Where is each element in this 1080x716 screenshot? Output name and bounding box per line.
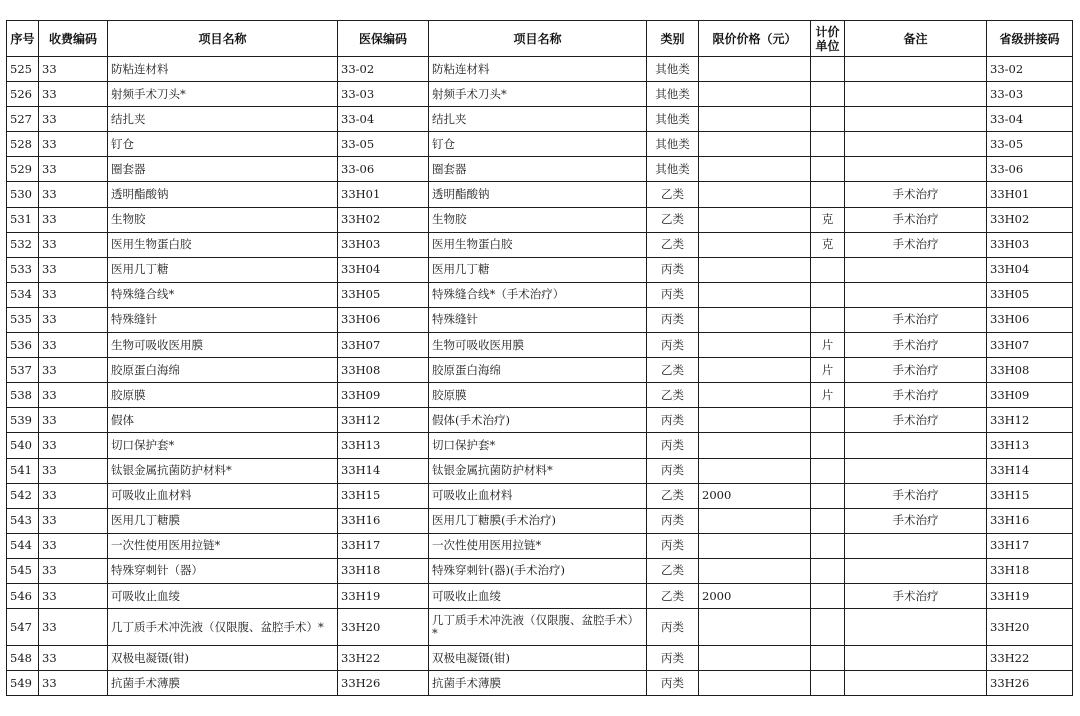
cell-seq: 528	[7, 132, 39, 157]
table-row	[7, 508, 1073, 533]
cell-unit	[811, 558, 845, 583]
cell-unit: 片	[811, 383, 845, 408]
cell-price-limit	[699, 333, 811, 358]
table-row	[7, 107, 1073, 132]
cell-price-limit: 2000	[699, 483, 811, 508]
table-row	[7, 207, 1073, 232]
cell-unit	[811, 583, 845, 608]
cell-price-limit	[699, 257, 811, 282]
cell-price-limit	[699, 408, 811, 433]
cell-insurance-code: 33-06	[338, 157, 429, 182]
cell-unit	[811, 671, 845, 696]
cell-fee-code: 33	[39, 157, 108, 182]
cell-category: 乙类	[647, 182, 699, 207]
cell-price-limit	[699, 508, 811, 533]
cell-item-name: 圈套器	[108, 157, 338, 182]
cell-price-limit	[699, 307, 811, 332]
cell-item-name: 生物胶	[108, 207, 338, 232]
cell-category: 丙类	[647, 433, 699, 458]
cell-remark	[845, 57, 987, 82]
cell-price-limit	[699, 82, 811, 107]
cell-insurance-code: 33H17	[338, 533, 429, 558]
cell-price-limit	[699, 671, 811, 696]
cell-provincial-code: 33H17	[987, 533, 1073, 558]
header-item-name: 项目名称	[108, 21, 338, 57]
cell-insurance-item-name: 结扎夹	[429, 107, 647, 132]
cell-price-limit	[699, 132, 811, 157]
cell-insurance-item-name: 双极电凝镊(钳)	[429, 646, 647, 671]
table-row	[7, 157, 1073, 182]
cell-price-limit	[699, 646, 811, 671]
cell-provincial-code: 33-05	[987, 132, 1073, 157]
cell-remark	[845, 282, 987, 307]
cell-price-limit	[699, 282, 811, 307]
cell-seq: 544	[7, 533, 39, 558]
cell-unit: 克	[811, 207, 845, 232]
cell-fee-code: 33	[39, 132, 108, 157]
cell-remark: 手术治疗	[845, 583, 987, 608]
cell-item-name: 透明酯酸钠	[108, 182, 338, 207]
cell-category: 其他类	[647, 82, 699, 107]
cell-item-name: 防粘连材料	[108, 57, 338, 82]
table-row	[7, 671, 1073, 696]
table-row	[7, 533, 1073, 558]
cell-unit	[811, 182, 845, 207]
cell-insurance-item-name: 特殊穿刺针(器)(手术治疗)	[429, 558, 647, 583]
cell-price-limit	[699, 57, 811, 82]
cell-remark	[845, 458, 987, 483]
cell-insurance-code: 33-05	[338, 132, 429, 157]
cell-price-limit	[699, 383, 811, 408]
cell-seq: 538	[7, 383, 39, 408]
table-row	[7, 646, 1073, 671]
header-insurance-item-name: 项目名称	[429, 21, 647, 57]
cell-unit	[811, 508, 845, 533]
cell-insurance-item-name: 可吸收止血绫	[429, 583, 647, 608]
cell-item-name: 几丁质手术冲洗液（仅限腹、盆腔手术）*	[108, 609, 338, 646]
cell-item-name: 胶原蛋白海绵	[108, 358, 338, 383]
cell-provincial-code: 33H16	[987, 508, 1073, 533]
cell-category: 丙类	[647, 307, 699, 332]
table-row	[7, 182, 1073, 207]
cell-fee-code: 33	[39, 671, 108, 696]
cell-insurance-code: 33-03	[338, 82, 429, 107]
cell-insurance-item-name: 几丁质手术冲洗液（仅限腹、盆腔手术）*	[429, 609, 647, 646]
cell-insurance-code: 33H09	[338, 383, 429, 408]
cell-price-limit	[699, 232, 811, 257]
cell-insurance-code: 33-04	[338, 107, 429, 132]
cell-seq: 545	[7, 558, 39, 583]
cell-remark	[845, 157, 987, 182]
cell-unit: 片	[811, 333, 845, 358]
cell-category: 其他类	[647, 157, 699, 182]
header-price-limit: 限价价格（元）	[699, 21, 811, 57]
table-row	[7, 307, 1073, 332]
cell-category: 其他类	[647, 107, 699, 132]
cell-insurance-code: 33H07	[338, 333, 429, 358]
cell-insurance-item-name: 钉仓	[429, 132, 647, 157]
header-unit: 计价单位	[811, 21, 845, 57]
cell-seq: 541	[7, 458, 39, 483]
cell-fee-code: 33	[39, 282, 108, 307]
cell-insurance-code: 33H08	[338, 358, 429, 383]
cell-category: 丙类	[647, 671, 699, 696]
cell-remark: 手术治疗	[845, 483, 987, 508]
cell-insurance-item-name: 医用几丁糖膜(手术治疗)	[429, 508, 647, 533]
cell-provincial-code: 33H12	[987, 408, 1073, 433]
cell-seq: 547	[7, 609, 39, 646]
cell-item-name: 可吸收止血材料	[108, 483, 338, 508]
cell-unit	[811, 157, 845, 182]
header-seq: 序号	[7, 21, 39, 57]
cell-category: 乙类	[647, 207, 699, 232]
cell-category: 丙类	[647, 282, 699, 307]
cell-remark: 手术治疗	[845, 508, 987, 533]
table-row	[7, 558, 1073, 583]
cell-provincial-code: 33-02	[987, 57, 1073, 82]
table-row	[7, 383, 1073, 408]
cell-insurance-item-name: 切口保护套*	[429, 433, 647, 458]
cell-remark: 手术治疗	[845, 358, 987, 383]
cell-seq: 531	[7, 207, 39, 232]
cell-unit: 片	[811, 358, 845, 383]
cell-fee-code: 33	[39, 257, 108, 282]
cell-insurance-item-name: 钛银金属抗菌防护材料*	[429, 458, 647, 483]
cell-item-name: 假体	[108, 408, 338, 433]
cell-unit	[811, 132, 845, 157]
cell-item-name: 特殊缝合线*	[108, 282, 338, 307]
cell-fee-code: 33	[39, 483, 108, 508]
cell-price-limit	[699, 458, 811, 483]
cell-item-name: 结扎夹	[108, 107, 338, 132]
cell-fee-code: 33	[39, 107, 108, 132]
cell-unit	[811, 458, 845, 483]
cell-insurance-item-name: 可吸收止血材料	[429, 483, 647, 508]
cell-item-name: 特殊穿刺针（器）	[108, 558, 338, 583]
table-row	[7, 57, 1073, 82]
cell-category: 其他类	[647, 57, 699, 82]
cell-seq: 534	[7, 282, 39, 307]
cell-unit	[811, 609, 845, 646]
table-row	[7, 82, 1073, 107]
cell-seq: 539	[7, 408, 39, 433]
cell-seq: 526	[7, 82, 39, 107]
cell-unit	[811, 82, 845, 107]
cell-fee-code: 33	[39, 408, 108, 433]
cell-provincial-code: 33H03	[987, 232, 1073, 257]
table-row	[7, 132, 1073, 157]
cell-remark	[845, 257, 987, 282]
cell-insurance-code: 33H05	[338, 282, 429, 307]
cell-category: 丙类	[647, 458, 699, 483]
fee-item-table	[6, 20, 1073, 696]
table-row	[7, 609, 1073, 646]
header-fee-code: 收费编码	[39, 21, 108, 57]
cell-item-name: 生物可吸收医用膜	[108, 333, 338, 358]
cell-remark: 手术治疗	[845, 383, 987, 408]
cell-provincial-code: 33H01	[987, 182, 1073, 207]
cell-seq: 546	[7, 583, 39, 608]
cell-insurance-item-name: 圈套器	[429, 157, 647, 182]
cell-seq: 532	[7, 232, 39, 257]
cell-price-limit	[699, 609, 811, 646]
cell-unit	[811, 57, 845, 82]
cell-insurance-item-name: 假体(手术治疗)	[429, 408, 647, 433]
cell-insurance-item-name: 透明酯酸钠	[429, 182, 647, 207]
cell-fee-code: 33	[39, 558, 108, 583]
cell-remark: 手术治疗	[845, 408, 987, 433]
cell-unit	[811, 282, 845, 307]
cell-fee-code: 33	[39, 358, 108, 383]
cell-unit	[811, 107, 845, 132]
cell-insurance-item-name: 特殊缝针	[429, 307, 647, 332]
cell-insurance-code: 33H12	[338, 408, 429, 433]
table-row	[7, 282, 1073, 307]
cell-insurance-code: 33H16	[338, 508, 429, 533]
cell-item-name: 特殊缝针	[108, 307, 338, 332]
cell-fee-code: 33	[39, 458, 108, 483]
cell-insurance-code: 33H13	[338, 433, 429, 458]
cell-unit	[811, 646, 845, 671]
table-row	[7, 583, 1073, 608]
cell-insurance-code: 33H22	[338, 646, 429, 671]
table-row	[7, 433, 1073, 458]
cell-remark	[845, 646, 987, 671]
cell-fee-code: 33	[39, 533, 108, 558]
cell-provincial-code: 33H13	[987, 433, 1073, 458]
cell-insurance-item-name: 生物胶	[429, 207, 647, 232]
cell-remark: 手术治疗	[845, 307, 987, 332]
cell-category: 乙类	[647, 232, 699, 257]
cell-fee-code: 33	[39, 57, 108, 82]
cell-item-name: 胶原膜	[108, 383, 338, 408]
cell-insurance-item-name: 特殊缝合线*（手术治疗）	[429, 282, 647, 307]
cell-category: 乙类	[647, 383, 699, 408]
cell-unit: 克	[811, 232, 845, 257]
cell-remark	[845, 433, 987, 458]
cell-provincial-code: 33H04	[987, 257, 1073, 282]
cell-price-limit	[699, 107, 811, 132]
cell-provincial-code: 33H08	[987, 358, 1073, 383]
cell-fee-code: 33	[39, 182, 108, 207]
cell-unit	[811, 307, 845, 332]
cell-fee-code: 33	[39, 307, 108, 332]
cell-category: 乙类	[647, 583, 699, 608]
cell-fee-code: 33	[39, 508, 108, 533]
table-row	[7, 232, 1073, 257]
table-header-row	[7, 21, 1073, 57]
cell-seq: 530	[7, 182, 39, 207]
cell-provincial-code: 33-06	[987, 157, 1073, 182]
cell-insurance-item-name: 生物可吸收医用膜	[429, 333, 647, 358]
cell-insurance-item-name: 胶原蛋白海绵	[429, 358, 647, 383]
table-row	[7, 458, 1073, 483]
cell-item-name: 钉仓	[108, 132, 338, 157]
cell-remark	[845, 107, 987, 132]
cell-item-name: 医用几丁糖	[108, 257, 338, 282]
cell-insurance-item-name: 胶原膜	[429, 383, 647, 408]
cell-insurance-code: 33H26	[338, 671, 429, 696]
cell-category: 其他类	[647, 132, 699, 157]
cell-seq: 540	[7, 433, 39, 458]
cell-fee-code: 33	[39, 383, 108, 408]
cell-item-name: 医用生物蛋白胶	[108, 232, 338, 257]
cell-fee-code: 33	[39, 333, 108, 358]
cell-fee-code: 33	[39, 646, 108, 671]
cell-remark	[845, 533, 987, 558]
cell-insurance-item-name: 一次性使用医用拉链*	[429, 533, 647, 558]
cell-remark	[845, 609, 987, 646]
cell-insurance-item-name: 射频手术刀头*	[429, 82, 647, 107]
table-row	[7, 333, 1073, 358]
cell-fee-code: 33	[39, 609, 108, 646]
cell-seq: 543	[7, 508, 39, 533]
cell-item-name: 一次性使用医用拉链*	[108, 533, 338, 558]
cell-provincial-code: 33H07	[987, 333, 1073, 358]
cell-remark	[845, 82, 987, 107]
cell-category: 丙类	[647, 408, 699, 433]
cell-item-name: 抗菌手术薄膜	[108, 671, 338, 696]
cell-provincial-code: 33H14	[987, 458, 1073, 483]
table-row	[7, 257, 1073, 282]
cell-price-limit	[699, 157, 811, 182]
header-provincial-code: 省级拼接码	[987, 21, 1073, 57]
table-body	[7, 57, 1073, 696]
cell-price-limit	[699, 433, 811, 458]
cell-insurance-item-name: 医用生物蛋白胶	[429, 232, 647, 257]
cell-item-name: 射频手术刀头*	[108, 82, 338, 107]
cell-category: 丙类	[647, 533, 699, 558]
cell-provincial-code: 33H20	[987, 609, 1073, 646]
cell-category: 丙类	[647, 646, 699, 671]
cell-insurance-code: 33H19	[338, 583, 429, 608]
cell-price-limit	[699, 533, 811, 558]
cell-provincial-code: 33H06	[987, 307, 1073, 332]
cell-seq: 537	[7, 358, 39, 383]
cell-seq: 536	[7, 333, 39, 358]
cell-unit	[811, 483, 845, 508]
cell-remark: 手术治疗	[845, 182, 987, 207]
cell-category: 丙类	[647, 508, 699, 533]
cell-insurance-code: 33H04	[338, 257, 429, 282]
cell-item-name: 医用几丁糖膜	[108, 508, 338, 533]
cell-insurance-item-name: 防粘连材料	[429, 57, 647, 82]
cell-category: 丙类	[647, 257, 699, 282]
cell-provincial-code: 33H18	[987, 558, 1073, 583]
cell-provincial-code: 33H26	[987, 671, 1073, 696]
cell-item-name: 双极电凝镊(钳)	[108, 646, 338, 671]
cell-seq: 529	[7, 157, 39, 182]
cell-unit	[811, 533, 845, 558]
cell-remark: 手术治疗	[845, 232, 987, 257]
table-row	[7, 408, 1073, 433]
cell-unit	[811, 408, 845, 433]
cell-provincial-code: 33H15	[987, 483, 1073, 508]
cell-remark	[845, 671, 987, 696]
cell-item-name: 钛银金属抗菌防护材料*	[108, 458, 338, 483]
cell-seq: 525	[7, 57, 39, 82]
table-row	[7, 483, 1073, 508]
cell-remark: 手术治疗	[845, 207, 987, 232]
cell-fee-code: 33	[39, 583, 108, 608]
cell-remark	[845, 558, 987, 583]
cell-seq: 542	[7, 483, 39, 508]
cell-insurance-code: 33H18	[338, 558, 429, 583]
cell-provincial-code: 33H05	[987, 282, 1073, 307]
cell-category: 丙类	[647, 333, 699, 358]
cell-category: 乙类	[647, 558, 699, 583]
cell-seq: 533	[7, 257, 39, 282]
cell-fee-code: 33	[39, 433, 108, 458]
cell-item-name: 切口保护套*	[108, 433, 338, 458]
cell-provincial-code: 33H22	[987, 646, 1073, 671]
cell-category: 乙类	[647, 358, 699, 383]
cell-insurance-item-name: 抗菌手术薄膜	[429, 671, 647, 696]
cell-seq: 549	[7, 671, 39, 696]
cell-unit	[811, 433, 845, 458]
cell-seq: 527	[7, 107, 39, 132]
cell-insurance-item-name: 医用几丁糖	[429, 257, 647, 282]
header-remark: 备注	[845, 21, 987, 57]
header-insurance-code: 医保编码	[338, 21, 429, 57]
cell-insurance-code: 33H20	[338, 609, 429, 646]
cell-remark: 手术治疗	[845, 333, 987, 358]
cell-insurance-code: 33H01	[338, 182, 429, 207]
cell-provincial-code: 33H02	[987, 207, 1073, 232]
cell-fee-code: 33	[39, 82, 108, 107]
cell-category: 乙类	[647, 483, 699, 508]
cell-fee-code: 33	[39, 232, 108, 257]
table-row	[7, 358, 1073, 383]
cell-category: 丙类	[647, 609, 699, 646]
cell-insurance-code: 33H02	[338, 207, 429, 232]
cell-insurance-code: 33H03	[338, 232, 429, 257]
cell-provincial-code: 33H19	[987, 583, 1073, 608]
cell-seq: 548	[7, 646, 39, 671]
header-category: 类别	[647, 21, 699, 57]
cell-insurance-code: 33-02	[338, 57, 429, 82]
cell-price-limit	[699, 358, 811, 383]
cell-insurance-code: 33H14	[338, 458, 429, 483]
cell-insurance-code: 33H15	[338, 483, 429, 508]
cell-insurance-code: 33H06	[338, 307, 429, 332]
cell-provincial-code: 33-04	[987, 107, 1073, 132]
cell-price-limit	[699, 558, 811, 583]
cell-fee-code: 33	[39, 207, 108, 232]
cell-remark	[845, 132, 987, 157]
cell-unit	[811, 257, 845, 282]
cell-item-name: 可吸收止血绫	[108, 583, 338, 608]
cell-provincial-code: 33-03	[987, 82, 1073, 107]
cell-seq: 535	[7, 307, 39, 332]
cell-price-limit: 2000	[699, 583, 811, 608]
cell-provincial-code: 33H09	[987, 383, 1073, 408]
cell-price-limit	[699, 182, 811, 207]
cell-price-limit	[699, 207, 811, 232]
